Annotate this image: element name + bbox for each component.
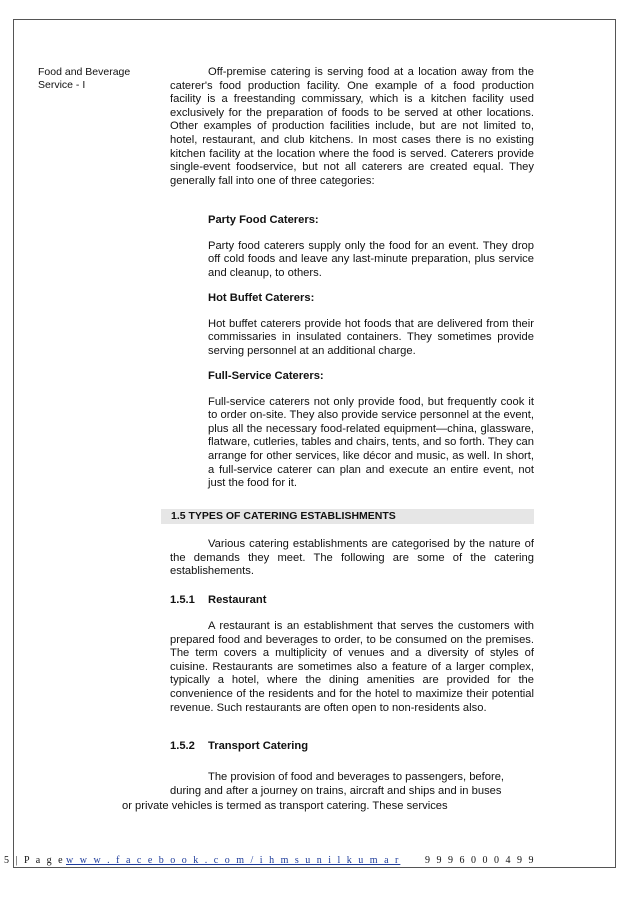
transport-heading [170,740,308,752]
heading-title: Restaurant [208,594,267,606]
sidebar-label [38,66,130,92]
sidebar-line-1: Food and Beverage [38,66,131,78]
transport-line-1: The provision of food and beverages to passengers, before, [208,771,505,783]
intro-paragraph: Off-premise catering is serving food at a location away from the caterer's food production facility. One example of a food production facility is a freestanding commissary, which is a kitchen facility used exclusively for the preparation of foods to be served at other locations. Other examples of production facilities include, but are not limited to, hotel, restaurant, and club kitchens. In most cases there is no existing kitchen facility at the location where the food is served. Caterers provide single-event foodservice, but not all caterers are created equal. They generally fall into one of three categories: [170,66,534,187]
heading-number: 1.5.1 [170,594,195,606]
restaurant-paragraph: A restaurant is an establishment that serves the customers with prepared food and beverages to order, to be consumed on the premises. The term covers a multiplicity of venues and a diversity of styles of cuisine. Restaurants are sometimes also a feature of a larger complex, typically a hotel, where the dining amenities are provided for the convenience of the residents and for the hotel to maximize their potential revenue. Such restaurants are often open to non-residents also. [170,620,534,714]
category-text: Hot buffet caterers provide hot foods that are delivered from their commissaries in insulated containers. They sometimes provide serving personnel at an additional charge. [208,317,534,357]
restaurant-heading [170,594,266,606]
intro-block [170,66,534,188]
sidebar-line-2: Service - I [38,79,86,91]
section-heading: 1.5 TYPES OF CATERING ESTABLISHMENTS [161,509,534,524]
section-intro-block [170,538,534,579]
category-party [208,214,534,280]
transport-line-2: during and after a journey on trains, aircraft and ships and in buses [170,785,502,797]
footer-page-number: 5 | P a g e [4,855,65,866]
section-intro: Various catering establishments are categorised by the nature of the demands they meet. The following are some of the catering establishements. [170,538,534,578]
category-text: Full-service caterers not only provide food, but frequently cook it to order on-site. They also provide service personnel at the event, plus all the necessary food-related equipment—china, glassware, flatware, cutleries, tables and chairs, tents, and so forth. They can arrange for other services, like décor and music, as well. In short, a full-service caterer can plan and execute an entire event, not just the food for it. [208,395,534,490]
category-title: Full-Service Caterers: [208,370,324,382]
footer-phone: 9 9 9 6 0 0 0 4 9 9 [425,855,536,866]
category-hot-buffet [208,292,534,358]
heading-title: Transport Catering [208,740,309,752]
category-title: Party Food Caterers: [208,214,319,226]
transport-line-3: or private vehicles is termed as transport catering. These services [122,800,448,812]
category-title: Hot Buffet Caterers: [208,292,315,304]
footer-facebook-link[interactable]: w w w . f a c e b o o k . c o m / i h m s u n i l k u m a r [66,855,401,866]
category-text: Party food caterers supply only the food for an event. They drop off cold foods and leave any last-minute preparation, plus service and cleanup, to others. [208,239,534,279]
category-full-service [208,370,534,491]
restaurant-block [170,620,534,715]
heading-number: 1.5.2 [170,740,195,752]
